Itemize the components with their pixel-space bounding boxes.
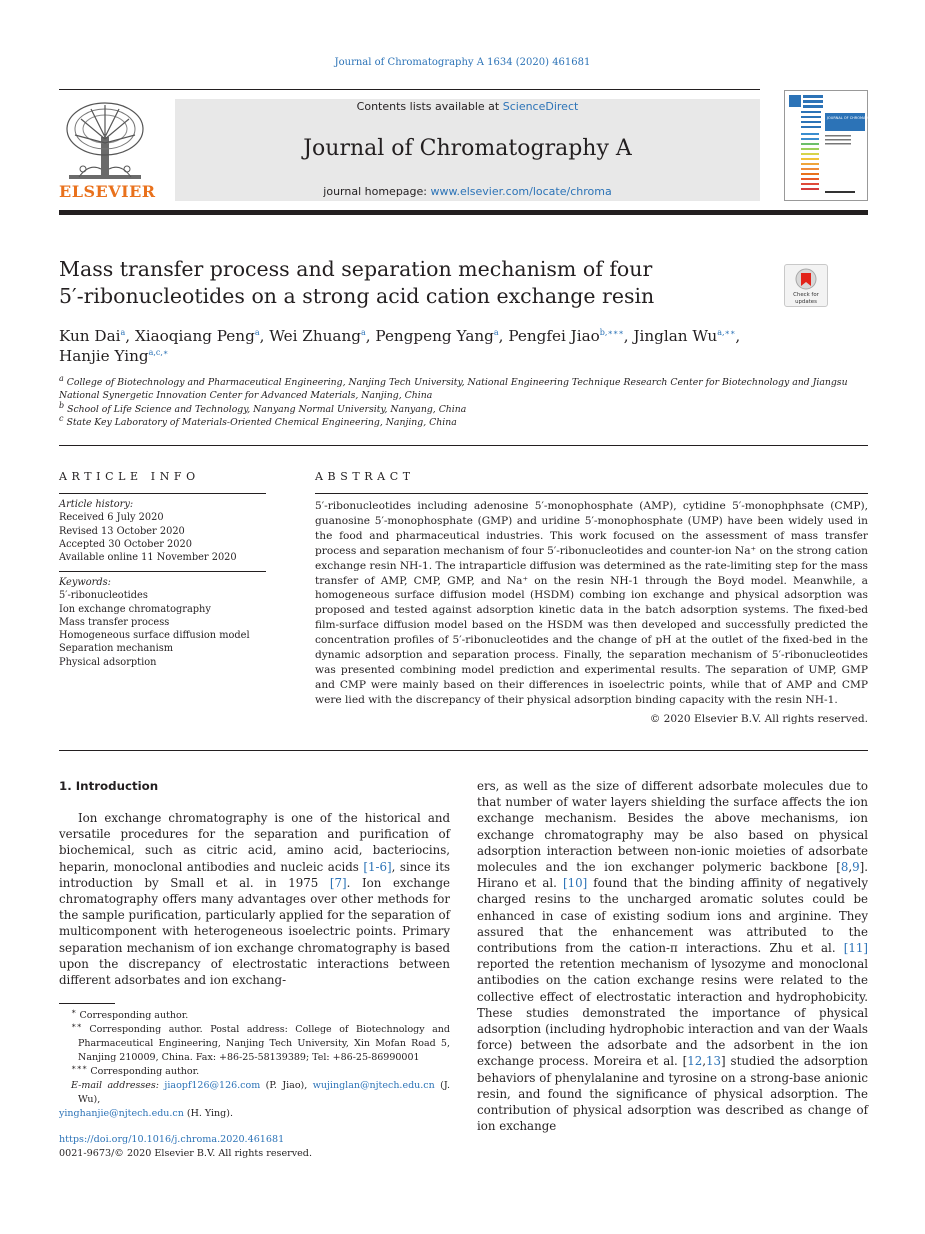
- history-received: Received 6 July 2020: [59, 512, 164, 524]
- author-list: Kun Dai$^a$, Xiaoqiang Peng$^a$, Wei Zhuang$^a$, Pengpeng Yang$^a$, Pengfei Jiao$^{b,∗∗∗}$, Jinglan $Wu^{a,∗∗}$, Hanjie Ying$^{a,c,∗}$: [59, 327, 741, 365]
- citation-link[interactable]: 12: [687, 1054, 703, 1069]
- keyword: Homogeneous surface diffusion model: [59, 630, 250, 642]
- affiliation-marker[interactable]: a: [493, 327, 499, 337]
- abstract-heading: ABSTRACT: [315, 470, 415, 483]
- affiliation-marker[interactable]: a: [254, 327, 260, 337]
- affiliation-text: College of Biotechnology and Pharmaceutical Engineering, Nanjing Tech University, National Engineering Technique Research Center for Biotechnology and Jiangsu National Synergetic Innovation Center for Advanced Materials, Nanjing, China: [59, 377, 848, 402]
- history-revised: Revised 13 October 2020: [59, 525, 185, 537]
- abstract-copyright: © 2020 Elsevier B.V. All rights reserved.: [649, 713, 868, 725]
- homepage-prefix: journal homepage:: [323, 185, 431, 198]
- body-column-right: ers, as well as the size of different adsorbate molecules due to that number of water layers shielding the surface affects the ion exchange mechanism. Besides the above mechanisms, ion exchange chromatography may be also based on physical adsorption interaction between non-ionic moieties of adsorbate molecules and the ion exchanger polymeric backbone [8,9]. Hirano et al. [10] found that the binding affinity of negatively charged resins to the uncharged aromatic solutes could be enhanced in case of existing sodium ions and arginine. They assured that the enhancement was attributed to the contributions from the cation-π interactions. Zhu et al. [11] reported the retention mechanism of lysozyme and monoclonal antibodies on the cation exchange resins were related to the collective effect of electrostatic interaction and hydrophobicity. These studies demonstrated the importance of physical adsorption (including hydrophobic interaction and van der Waals force) between the adsorbate and the adsorbent in the ion exchange process. Moreira et al. [12,13] studied the adsorption behaviors of phenylalanine and tyrosine on a strong-base anionic resin, and found the significance of physical adsorption. The contribution of physical adsorption was described as change of ion exchange: [477, 779, 868, 1134]
- affiliation-b: [59, 400, 868, 416]
- author-name: Pengpeng Yang: [375, 327, 494, 345]
- affiliation-marker[interactable]: a: [120, 327, 126, 337]
- footnote-2: ∗∗ Corresponding author. Postal address: College of Biotechnology and Pharmaceutical Engineering, Nanjing Tech University, Xin Mofan Road 5, Nanjing 210009, China. Fax: +86-25-58139389; Tel: +86-25-86990001: [71, 1020, 450, 1063]
- doi-block: [59, 1133, 312, 1161]
- keywords-label: Keywords:: [59, 577, 111, 588]
- section-rule: [59, 445, 868, 446]
- running-head[interactable]: Journal of Chromatography A 1634 (2020) 461681: [334, 57, 591, 68]
- email-label: E-mail addresses:: [71, 1080, 165, 1091]
- abstract-text: 5′-ribonucleotides including adenosine 5′-monophosphate (AMP), cytidine 5′-monophphsate (CMP), guanosine 5′-monophosphate (GMP) and uridine 5′-monophosphate (UMP) have been widely used in the food and pharmaceutical industries. This work focused on the assessment of mass transfer process and separation mechanism of four 5′-ribonucleotides and counter-ion Na⁺ on the strong cation exchange resin NH-1. The intraparticle diffusion was determined as the rate-limiting step for the mass transfer of AMP, CMP, GMP, and Na⁺ on the resin NH-1 through the Boyd model. Meanwhile, a homogeneous surface diffusion model (HSDM) combing ion exchange and physical adsorption was proposed and tested against adsorption kinetic data in the batch adsorption systems. The fixed-bed film-surface diffusion model based on the HSDM was then developed and successfully predicted the concentration profiles of 5′-ribonucleotides and the change of pH at the outlet of the fixed-bed in the dynamic adsorption and separation process. Finally, the separation mechanism of 5′-ribonucleotides was presented combining model prediction and experimental results. The separation of UMP, GMP and CMP were mainly based on their differences in isoelectric points, while that of AMP and CMP were lied with the discrepancy of their physical adsorption binding capacity with the resin NH-1.: [315, 500, 868, 706]
- body-text: ers, as well as the size of different adsorbate molecules due to that number of water layers shielding the surface affects the ion exchange mechanism. Besides the above mechanisms, ion exchange chromatography may be also based on physical adsorption interaction between non-ionic moieties of adsorbate molecules and the ion exchanger polymeric backbone [: [477, 779, 868, 875]
- footnote-3: ∗∗∗ Corresponding author.: [71, 1062, 200, 1077]
- keywords: [59, 576, 266, 669]
- info-rule: [59, 571, 266, 572]
- footnotes: [59, 1006, 450, 1121]
- footnote-rule: [59, 1003, 115, 1004]
- abstract-rule: [315, 493, 868, 494]
- body-text: found that the binding affinity of negatively charged resins to the uncharged aromatic solutes could be enhanced in case of existing sodium ions and arginine. They assured that the enhancement was attributed to the contributions from the cation-π interactions. Zhu et al.: [477, 876, 868, 956]
- author-name: Hanjie Ying: [59, 347, 149, 365]
- article-title: [59, 256, 759, 310]
- keyword: Ion exchange chromatography: [59, 603, 211, 615]
- affiliations: [59, 373, 868, 430]
- body-text: . Ion exchange chromatography offers many advantages over other methods for the sample purification, particularly applied for the separation of multicomponent with heterogeneous isoelectric points. Primary separation mechanism of ion exchange chromatography is based upon the discrepancy of electrostatic interactions between different adsorbates and ion exchang-: [59, 875, 450, 988]
- author-name: Pengfei Jiao: [508, 327, 600, 345]
- journal-homepage-link[interactable]: www.elsevier.com/locate/chroma: [430, 185, 612, 198]
- body-text: ] studied the adsorption behaviors of phenylalanine and tyrosine on a strong-base anionic resin, and found the significance of physical adsorption. The contribution of physical adsorption was described as change of ion exchange: [477, 1054, 868, 1134]
- body-text: ]. Hirano et al.: [477, 860, 868, 891]
- author-name: Jinglan Wu: [633, 327, 718, 345]
- footnote-emails-cont: yinghanjie@njtech.edu.cn (H. Ying).: [59, 1108, 233, 1119]
- citation-link[interactable]: [1-6]: [363, 859, 392, 874]
- citation-link[interactable]: 8: [840, 860, 849, 875]
- footnote-1: ∗ Corresponding author.: [71, 1006, 189, 1021]
- title-line-1: Mass transfer process and separation mechanism of four: [59, 257, 653, 281]
- keyword: 5′-ribonucleotides: [59, 590, 148, 602]
- history-label: Article history:: [59, 499, 134, 510]
- info-rule: [59, 493, 266, 494]
- body-text: reported the retention mechanism of lysozyme and monoclonal antibodies on the cation exchange resins were related to the collective effect of electrostatic interaction and hydrophobicity. These studies demonstrated the importance of physical adsorption (including hydrophobic interaction and van der Waals force) between the adsorbate and the adsorbent in the ion exchange process. Moreira et al. [: [477, 957, 868, 1069]
- affiliation-marker[interactable]: a: [360, 327, 366, 337]
- issn-copyright: 0021-9673/© 2020 Elsevier B.V. All rights reserved.: [59, 1148, 312, 1159]
- check-updates-label-1: Check for: [793, 292, 819, 298]
- email-link[interactable]: yinghanjie@njtech.edu.cn: [59, 1108, 184, 1119]
- footnote-emails: E-mail addresses: jiaopf126@126.com (P. Jiao), wujinglan@njtech.edu.cn (J. Wu),: [71, 1080, 450, 1105]
- citation-link[interactable]: [10]: [562, 876, 588, 891]
- author-name: Kun Dai: [59, 327, 121, 345]
- header-rule: [59, 89, 760, 90]
- elsevier-wordmark: ELSEVIER: [59, 182, 156, 201]
- affiliation-text: State Key Laboratory of Materials-Oriented Chemical Engineering, Nanjing, China: [66, 417, 457, 429]
- email-link[interactable]: wujinglan@njtech.edu.cn: [312, 1080, 435, 1091]
- affiliation-marker[interactable]: a,∗∗: [717, 327, 736, 337]
- affiliation-mark: a: [59, 373, 64, 383]
- title-line-2: 5′-ribonucleotides on a strong acid cation exchange resin: [59, 284, 655, 308]
- homepage-line: [175, 185, 760, 198]
- check-updates-label-2: updates: [795, 299, 817, 305]
- header-rule-thick: [59, 210, 868, 215]
- affiliation-marker[interactable]: b,∗∗∗: [599, 327, 624, 337]
- sciencedirect-link[interactable]: ScienceDirect: [502, 100, 579, 113]
- keyword: Physical adsorption: [59, 656, 157, 668]
- keyword: Separation mechanism: [59, 643, 174, 655]
- body-column-left: [59, 810, 450, 988]
- citation-link[interactable]: 13: [706, 1054, 722, 1069]
- section-rule: [59, 750, 868, 751]
- affiliation-text: School of Life Science and Technology, Nanyang Normal University, Nanyang, China: [67, 403, 467, 415]
- affiliation-a: [59, 373, 868, 403]
- doi-link[interactable]: https://doi.org/10.1016/j.chroma.2020.461681: [59, 1134, 285, 1145]
- article-history: [59, 498, 266, 564]
- journal-cover-thumbnail[interactable]: [784, 90, 888, 201]
- affiliation-c: [59, 416, 868, 429]
- section-heading-introduction: 1. Introduction: [59, 779, 159, 793]
- article-info-heading: ARTICLE INFO: [59, 470, 200, 483]
- email-link[interactable]: jiaopf126@126.com: [164, 1080, 261, 1091]
- journal-name: Journal of Chromatography A: [303, 136, 632, 161]
- citation-link[interactable]: [7]: [329, 875, 347, 890]
- body-text: , since its introduction by Small et al. in 1975: [59, 859, 450, 890]
- author-name: Wei Zhuang: [269, 327, 361, 345]
- contents-prefix: Contents lists available at: [356, 100, 503, 113]
- affiliation-mark: c: [59, 414, 64, 424]
- history-accepted: Accepted 30 October 2020: [59, 538, 192, 550]
- affiliation-marker[interactable]: a,c,∗: [148, 347, 169, 357]
- check-for-updates-badge[interactable]: [784, 264, 828, 307]
- author-name: Xiaoqiang Peng: [134, 327, 255, 345]
- affiliation-mark: b: [59, 400, 65, 410]
- body-text: Ion exchange chromatography is one of the historical and versatile procedures for the separation and purification of biochemical, such as citric acid, amino acid, bacteriocins, heparin, monoclonal antibodies and nucleic acids: [59, 811, 450, 874]
- citation-link[interactable]: [11]: [843, 941, 868, 956]
- citation-link[interactable]: 9: [852, 860, 860, 875]
- keyword: Mass transfer process: [59, 616, 170, 628]
- contents-line: [175, 100, 760, 113]
- cover-title: JOURNAL OF CHROMATOGRAPHY A: [827, 116, 888, 120]
- history-online: Available online 11 November 2020: [59, 552, 237, 564]
